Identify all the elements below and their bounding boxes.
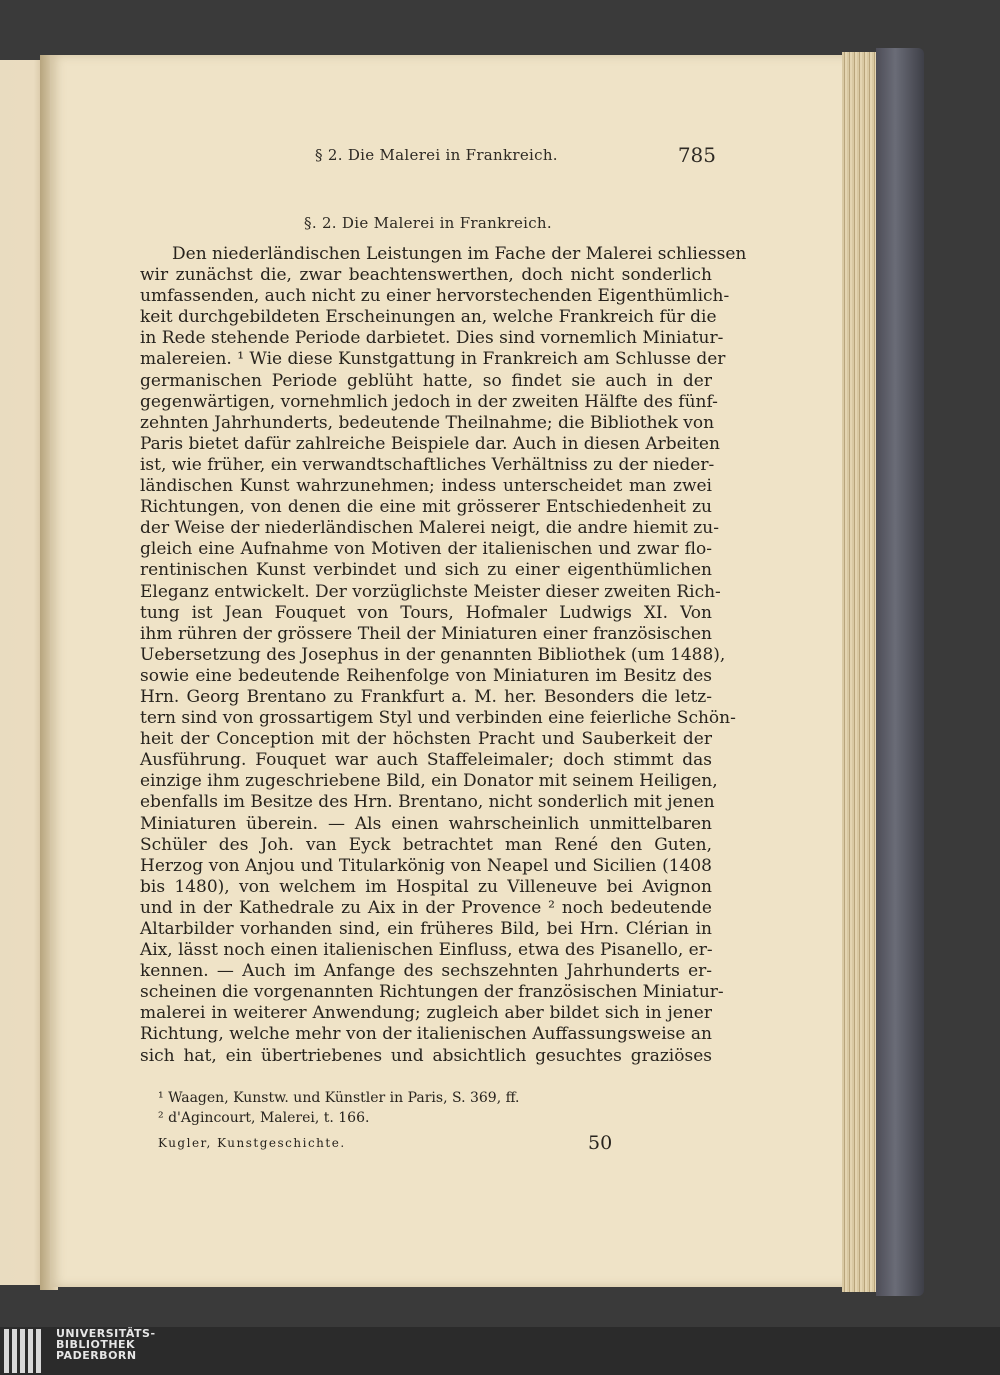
text-line: sich hat, ein übertriebenes und absichtlich gesuchtes graziöses (140, 1045, 712, 1066)
running-title: § 2. Die Malerei in Frankreich. (315, 146, 558, 164)
text-line: ländischen Kunst wahrzunehmen; indess unterscheidet man zwei (140, 476, 712, 497)
text-line: gegenwärtigen, vornehmlich jedoch in der zweiten Hälfte des fünf- (140, 391, 718, 412)
text-line: Eleganz entwickelt. Der vorzüglichste Meister dieser zweiten Rich- (140, 581, 721, 602)
text-line: Hrn. Georg Brentano zu Frankfurt a. M. her. Besonders die letz- (140, 686, 712, 707)
text-line: zehnten Jahrhunderts, bedeutende Theilnahme; die Bibliothek von (140, 412, 715, 433)
text-line: Miniaturen überein. — Als einen wahrscheinlich unmittelbaren (140, 813, 712, 834)
library-logo-icon (2, 1329, 46, 1373)
text-line: Richtungen, von denen die eine mit grösserer Entschiedenheit zu (140, 497, 712, 518)
text-line: in Rede stehende Periode darbietet. Dies sind vornemlich Miniatur- (140, 328, 724, 349)
text-line: einzige ihm zugeschriebene Bild, ein Donator mit seinem Heiligen, (140, 771, 718, 792)
section-title: §. 2. Die Malerei in Frankreich. (304, 214, 552, 232)
text-line: ist, wie früher, ein verwandtschaftliches Verhältniss zu der nieder- (140, 454, 715, 475)
text-line: heit der Conception mit der höchsten Pracht und Sauberkeit der (140, 729, 712, 750)
text-line: Den niederländischen Leistungen im Fache der Malerei schliessen (172, 244, 747, 264)
text-line: malereien. ¹ Wie diese Kunstgattung in Frankreich am Schlusse der (140, 349, 726, 370)
text-line: Altarbilder vorhanden sind, ein früheres Bild, bei Hrn. Clérian in (140, 919, 712, 939)
printer-signature: Kugler, Kunstgeschichte. (158, 1136, 346, 1150)
text-line: bis 1480), von welchem im Hospital zu Villeneuve bei Avignon (140, 876, 712, 897)
library-logo-text: UNIVERSITÄTS- BIBLIOTHEK PADERBORN (56, 1327, 156, 1362)
body-text (140, 244, 747, 1067)
text-line: ebenfalls im Besitze des Hrn. Brentano, nicht sonderlich mit jenen (140, 792, 715, 813)
text-line: keit durchgebildeten Erscheinungen an, welche Frankreich für die (140, 307, 717, 328)
text-line: sowie eine bedeutende Reihenfolge von Miniaturen im Besitz des (140, 665, 712, 686)
text-line: gleich eine Aufnahme von Motiven der italienischen und zwar flo- (140, 539, 712, 560)
running-header (140, 143, 716, 169)
text-line: rentinischen Kunst verbindet und sich zu einer eigenthümlichen (140, 560, 712, 581)
page-number: 785 (677, 143, 716, 167)
text-line: wir zunächst die, zwar beachtenswerthen, doch nicht sonderlich (140, 265, 712, 286)
signature-number: 50 (588, 1132, 613, 1154)
text-line: malerei in weiterer Anwendung; zugleich aber bildet sich in jener (140, 1003, 712, 1024)
footnote-2: ² d'Agincourt, Malerei, t. 166. (158, 1110, 370, 1126)
text-line: Schüler des Joh. van Eyck betrachtet man René den Guten, (140, 834, 712, 855)
text-line: Ausführung. Fouquet war auch Staffeleimaler; doch stimmt das (140, 750, 712, 771)
text-line: umfassenden, auch nicht zu einer hervorstechenden Eigenthümlich- (140, 286, 730, 307)
library-footer (0, 1327, 1000, 1375)
footnote-1: ¹ Waagen, Kunstw. und Künstler in Paris, S. 369, ff. (158, 1090, 520, 1106)
text-line: Uebersetzung des Josephus in der genannten Bibliothek (um 1488), (140, 644, 726, 665)
text-line: der Weise der niederländischen Malerei neigt, die andre hiemit zu- (140, 518, 719, 539)
text-line: scheinen die vorgenannten Richtungen der französischen Miniatur- (140, 982, 724, 1003)
text-line: Aix, lässt noch einen italienischen Einfluss, etwa des Pisanello, er- (140, 940, 713, 961)
text-line: tung ist Jean Fouquet von Tours, Hofmaler Ludwigs XI. Von (140, 602, 712, 623)
text-line: Richtung, welche mehr von der italienischen Auffassungsweise an (140, 1024, 712, 1045)
text-line: tern sind von grossartigem Styl und verbinden eine feierliche Schön- (140, 708, 736, 729)
text-line: Herzog von Anjou und Titularkönig von Neapel und Sicilien (1408 (140, 855, 712, 876)
text-line: ihm rühren der grössere Theil der Miniaturen einer französischen (140, 623, 712, 644)
text-line: Paris bietet dafür zahlreiche Beispiele dar. Auch in diesen Arbeiten (140, 433, 720, 454)
text-line: und in der Kathedrale zu Aix in der Provence ² noch bedeutende (140, 897, 712, 918)
text-line: germanischen Periode geblüht hatte, so findet sie auch in der (140, 370, 712, 391)
text-line: kennen. — Auch im Anfange des sechszehnten Jahrhunderts er- (140, 961, 712, 982)
book-cover (876, 48, 924, 1296)
